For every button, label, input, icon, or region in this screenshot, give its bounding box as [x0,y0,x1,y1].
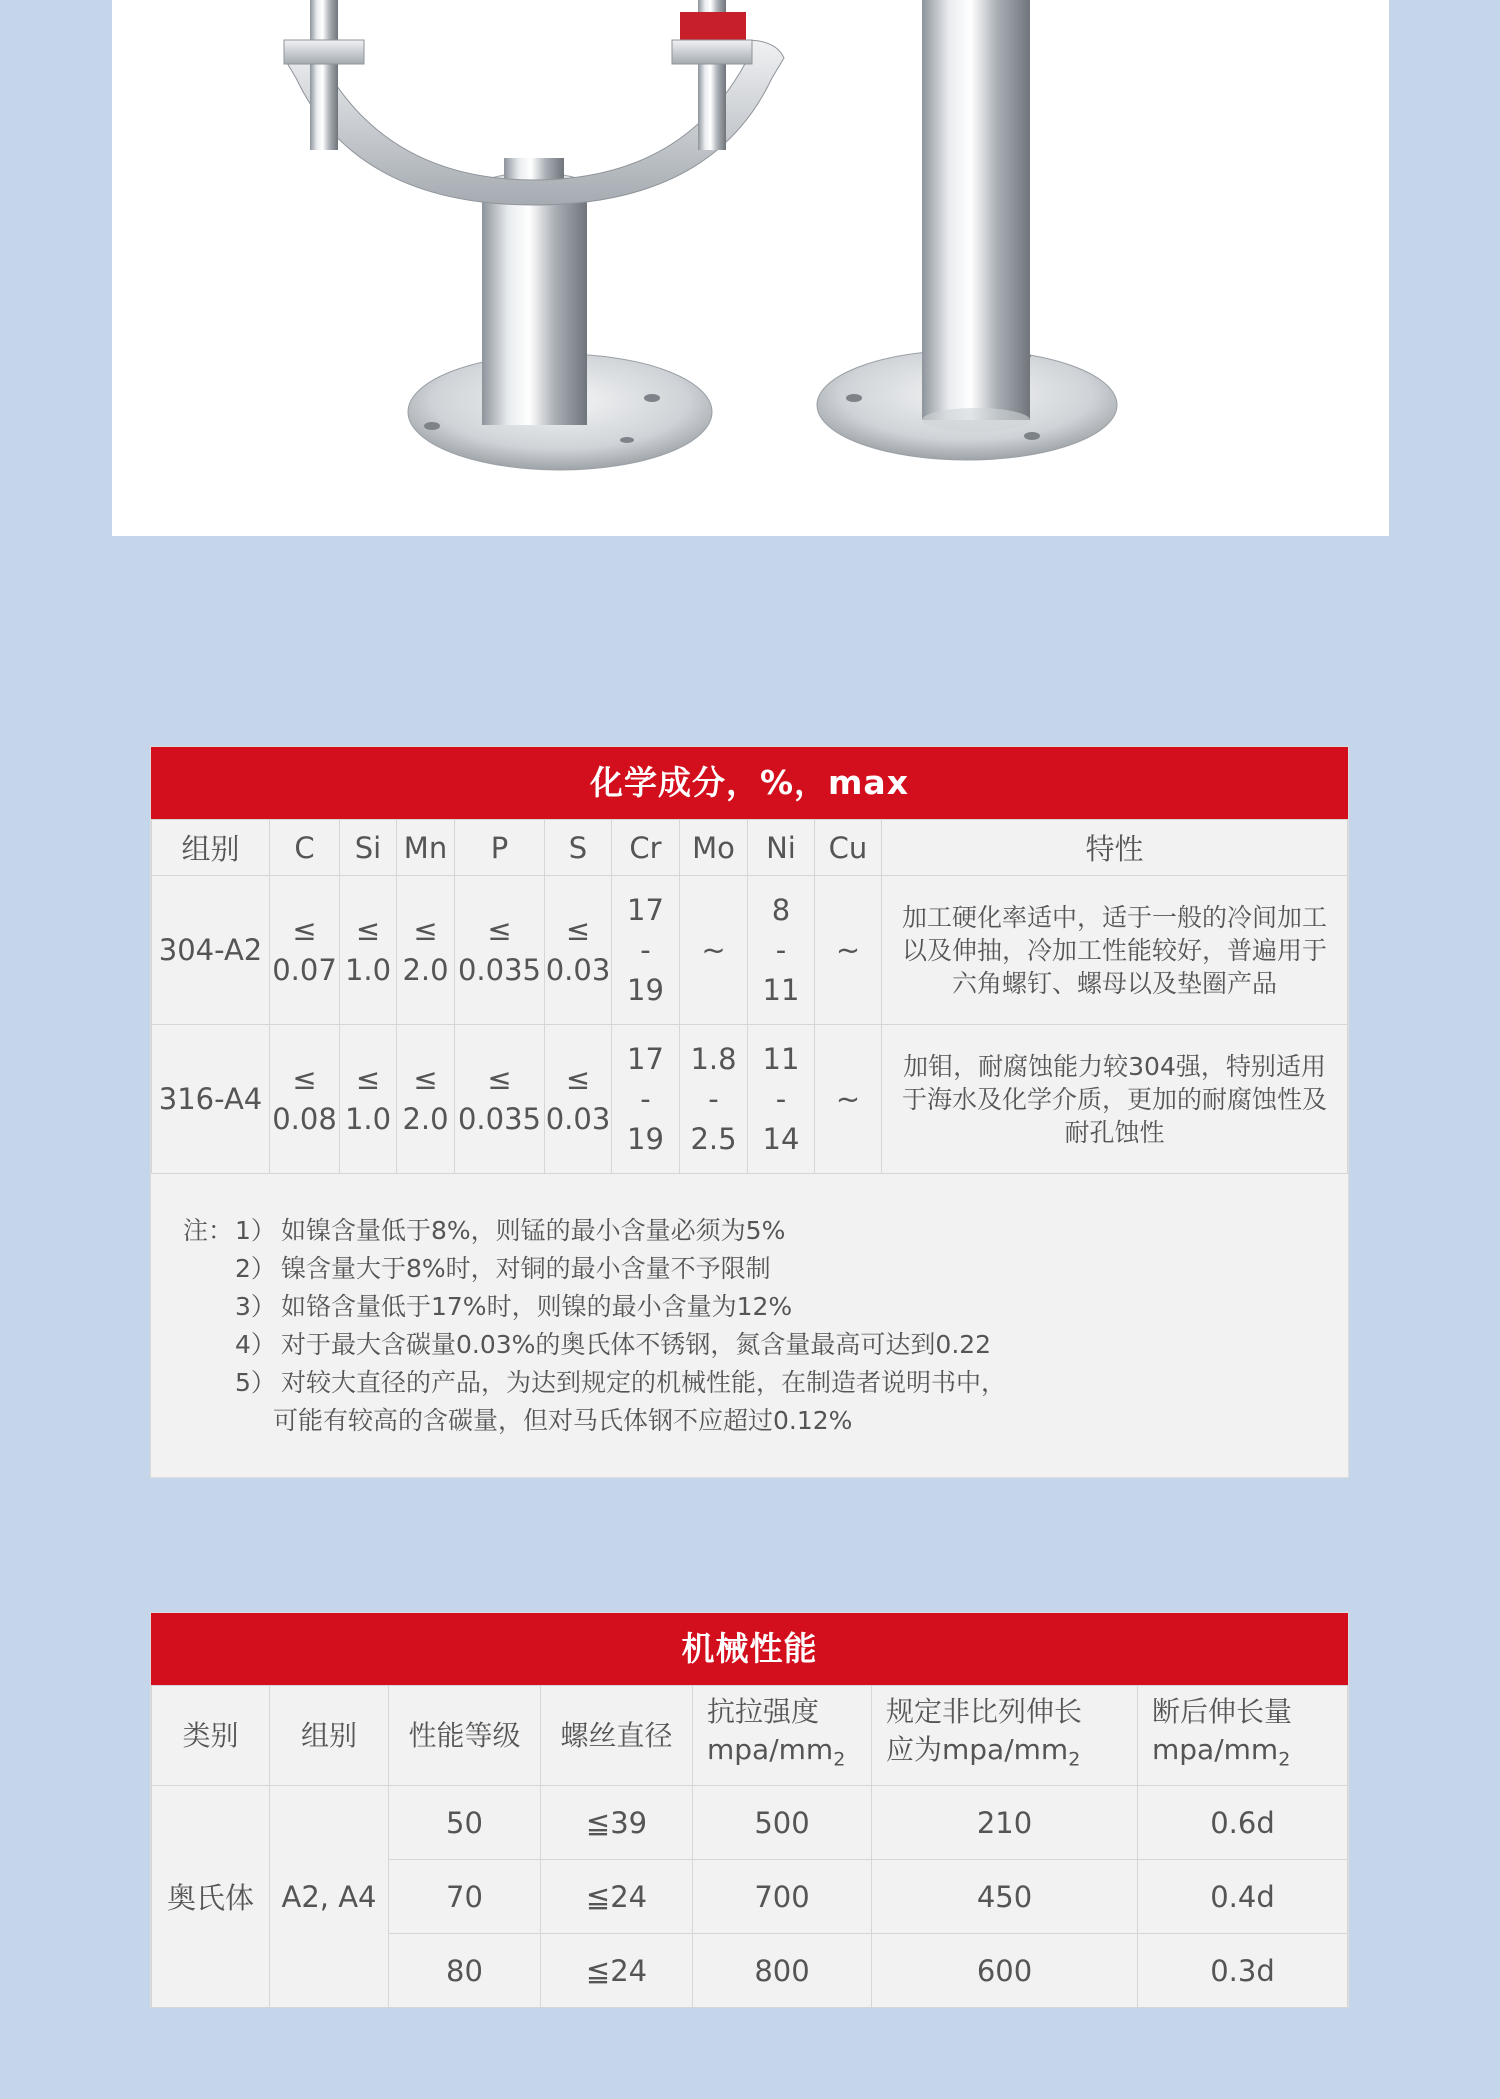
tensile-cell: 500 [693,1786,872,1860]
note-continuation: 可能有较高的含碳量，但对马氏体钢不应超过0.12% [273,1406,853,1435]
group-cell: A2, A4 [270,1786,389,2008]
chem-table [151,819,1348,1174]
mn-cell: ≤ 2.0 [397,876,455,1025]
cr-cell: 17 - 19 [612,1025,680,1174]
note-item: 2） 镍含量大于8%时，对铜的最小含量不予限制 [235,1254,771,1283]
yield-cell: 600 [872,1934,1138,2008]
col-header-property: 特性 [882,820,1348,876]
chemical-composition-table [150,746,1349,1478]
p-cell: ≤ 0.035 [455,876,545,1025]
note-item: 注： 1） 如镍含量低于8%，则锰的最小含量必须为5% [183,1212,1348,1250]
si-cell: ≤ 1.0 [340,1025,397,1174]
col-header-c: C [270,820,340,876]
table-row [152,876,1348,1025]
col-header-group: 组别 [152,820,270,876]
p-cell: ≤ 0.035 [455,1025,545,1174]
col-header-s: S [545,820,612,876]
note-item: 3） 如铬含量低于17%时，则镍的最小含量为12% [235,1292,793,1321]
elongation-cell: 0.3d [1138,1934,1348,2008]
col-header-p: P [455,820,545,876]
col-header-cu: Cu [815,820,882,876]
chem-table-title: 化学成分，%，max [151,747,1348,819]
elongation-cell: 0.6d [1138,1786,1348,1860]
mo-cell: 1.8 - 2.5 [680,1025,748,1174]
col-header-ni: Ni [748,820,815,876]
col-header-group: 组别 [270,1686,389,1786]
tensile-cell: 700 [693,1860,872,1934]
grade-cell: 80 [389,1934,541,2008]
tensile-cell: 800 [693,1934,872,2008]
s-cell: ≤ 0.03 [545,876,612,1025]
col-header-category: 类别 [152,1686,270,1786]
col-header-si: Si [340,820,397,876]
pipe-support-illustration [112,0,1389,536]
col-header-tensile: 抗拉强度 mpa/$mm_2$ [693,1686,872,1786]
property-cell: 加工硬化率适中，适于一般的冷间加工以及伸抽，冷加工性能较好，普遍用于六角螺钉、螺母以及垫圈产品 [882,876,1348,1025]
col-header-thread: 螺丝直径 [541,1686,693,1786]
elongation-cell: 0.4d [1138,1860,1348,1934]
mechanical-properties-table [150,1612,1349,2008]
col-header-mo: Mo [680,820,748,876]
table-row [152,1786,1348,1860]
col-header-elongation: 断后伸长量 mpa/$mm_2$ [1138,1686,1348,1786]
cr-cell: 17 - 19 [612,876,680,1025]
grade-cell: 70 [389,1860,541,1934]
yield-cell: 210 [872,1786,1138,1860]
note-item: 5） 对较大直径的产品，为达到规定的机械性能，在制造者说明书中， [235,1368,1007,1397]
c-cell: ≤ 0.07 [270,876,340,1025]
table-row [152,1025,1348,1174]
notes-label: 注： [183,1216,234,1245]
mech-header-row [152,1686,1348,1786]
thread-cell: ≦24 [541,1934,693,2008]
notes-block [151,1174,1348,1440]
mech-table-title: 机械性能 [151,1613,1348,1685]
col-header-cr: Cr [612,820,680,876]
s-cell: ≤ 0.03 [545,1025,612,1174]
ni-cell: 11 - 14 [748,1025,815,1174]
grade-cell: 304-A2 [152,876,270,1025]
col-header-mn: Mn [397,820,455,876]
c-cell: ≤ 0.08 [270,1025,340,1174]
mn-cell: ≤ 2.0 [397,1025,455,1174]
grade-cell: 316-A4 [152,1025,270,1174]
thread-cell: ≦39 [541,1786,693,1860]
category-cell: 奥氏体 [152,1786,270,2008]
yield-cell: 450 [872,1860,1138,1934]
chem-header-row [152,820,1348,876]
col-header-grade: 性能等级 [389,1686,541,1786]
ni-cell: 8 - 11 [748,876,815,1025]
mo-cell: ~ [680,876,748,1025]
thread-cell: ≦24 [541,1860,693,1934]
col-header-yield: 规定非比列伸长 应为mpa/$mm_2$ [872,1686,1138,1786]
mech-table [151,1685,1348,2008]
grade-cell: 50 [389,1786,541,1860]
property-cell: 加钼，耐腐蚀能力较304强，特别适用于海水及化学介质，更加的耐腐蚀性及耐孔蚀性 [882,1025,1348,1174]
si-cell: ≤ 1.0 [340,876,397,1025]
cu-cell: ~ [815,1025,882,1174]
note-item: 4） 对于最大含碳量0.03%的奥氏体不锈钢，氮含量最高可达到0.22 [235,1330,992,1359]
product-photo [112,0,1389,536]
cu-cell: ~ [815,876,882,1025]
